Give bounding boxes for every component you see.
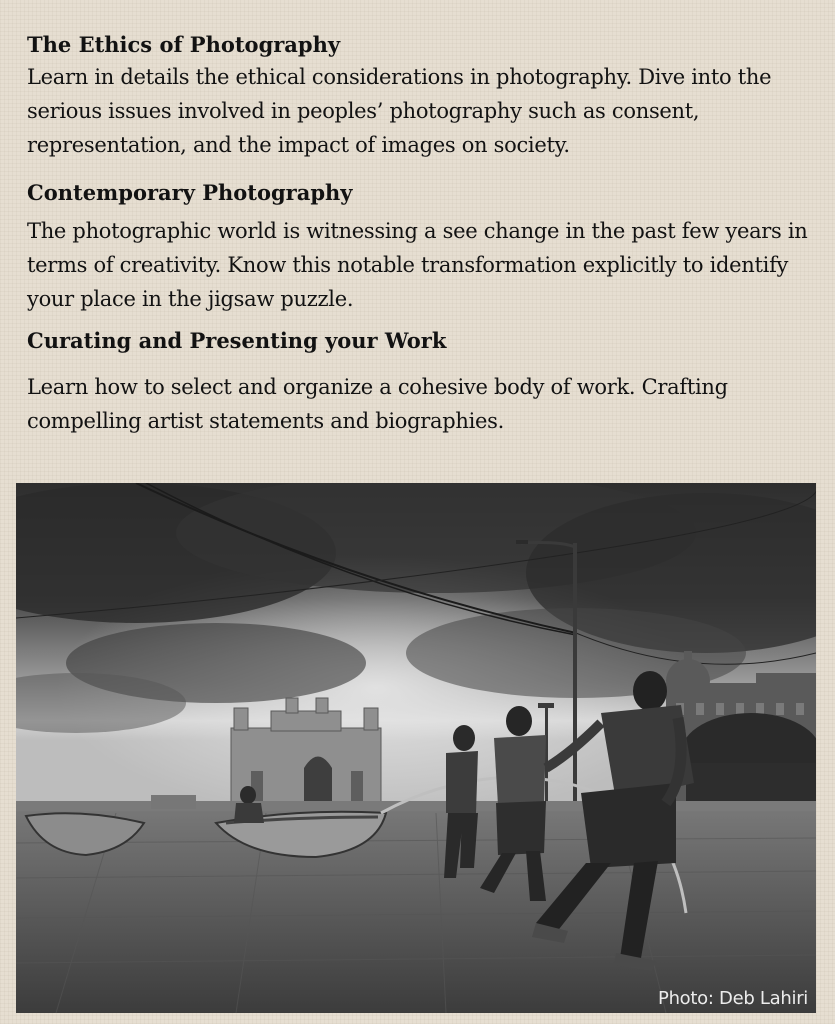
section-body-ethics: Learn in details the ethical considerations in photography. Dive into the serious issues involved in peoples’ photography such as consent, representation, and the impact of images on society.: [27, 65, 772, 157]
photo-scene: [16, 483, 816, 1013]
section-body-contemporary: The photographic world is witnessing a see change in the past few years in terms of creativity. Know this notable transformation explicitly to identify your place in the jigsaw puzzle.: [27, 219, 808, 311]
section-title-contemporary: Contemporary Photography: [27, 180, 353, 205]
course-content: [27, 30, 817, 438]
photo-credit: Photo: Deb Lahiri: [658, 988, 808, 1009]
section-title-curating: Curating and Presenting your Work: [27, 328, 447, 353]
section-body-curating: Learn how to select and organize a cohesive body of work. Crafting compelling artist statements and biographies.: [27, 375, 728, 433]
featured-photo: [16, 483, 816, 1013]
section-title-ethics: The Ethics of Photography: [27, 32, 341, 57]
